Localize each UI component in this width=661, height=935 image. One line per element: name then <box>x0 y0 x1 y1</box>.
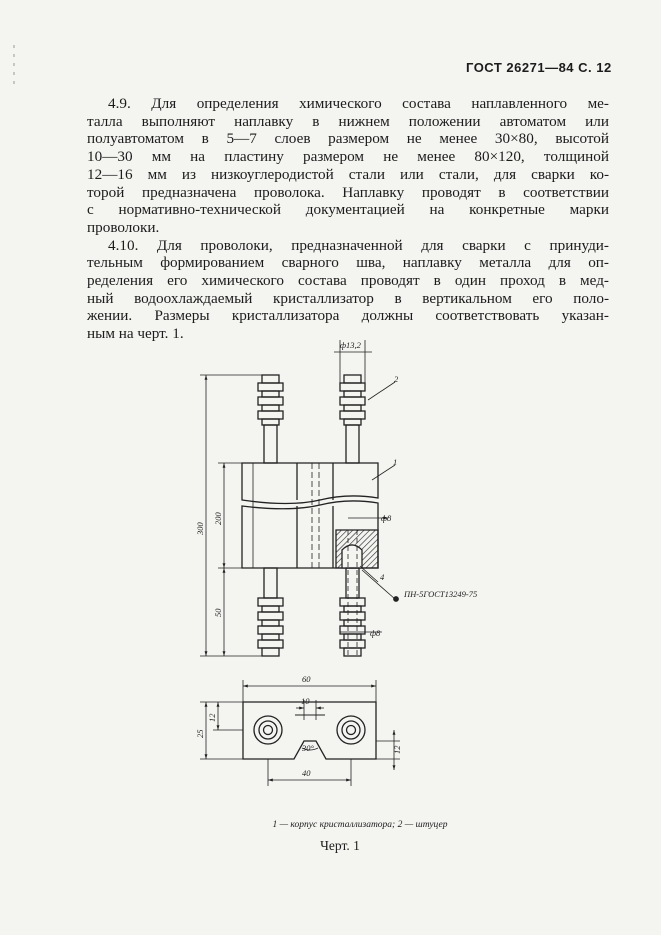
figure-caption: 1 — корпус кристаллизатора; 2 — штуцер <box>272 820 448 830</box>
text-line: ным на черт. 1. <box>87 325 184 343</box>
callout-1: 1 <box>393 457 398 467</box>
text-line: тельным формированием сварного шва, наплавку металла для оп- <box>87 254 609 272</box>
text-line: ный водоохлаждаемый кристаллизатор в вертикальном его поло- <box>87 289 609 307</box>
left-upper-fitting <box>258 375 283 463</box>
dim-label-200: 200 <box>213 512 223 525</box>
dim-label-phi-8-middle: ф8 <box>381 513 392 523</box>
dim-label-25: 25 <box>195 729 205 738</box>
dim-label-300: 300 <box>195 522 205 535</box>
text-line: 12—16 мм из низкоуглеродистой стали или стали, для сварки ко- <box>87 165 609 183</box>
dim-label-phi-8-bottom: ф8 <box>370 628 381 638</box>
crystallizer-front-view <box>242 375 378 656</box>
front-view-dimensions <box>200 340 399 656</box>
callout-2: 2 <box>394 374 399 384</box>
dim-label-40: 40 <box>302 768 311 778</box>
dim-label-30-deg: 30° <box>302 743 314 753</box>
top-view-dimensions <box>200 680 400 786</box>
text-line: 4.10. Для проволоки, предназначенной для сварки с принуди- <box>108 236 609 254</box>
callout-ref: ПН-5ГОСТ13249-75 <box>404 589 478 599</box>
dim-label-12-left: 12 <box>207 713 217 722</box>
figure-title: Черт. 1 <box>320 838 360 853</box>
text-line: ределения его химического состава проводят в один проход в мед- <box>87 272 609 290</box>
text-line: 10—30 мм на пластину размером не менее 80×120, толщиной <box>87 148 609 166</box>
dim-label-12-right: 12 <box>392 745 402 754</box>
left-lower-fitting <box>258 568 283 656</box>
crystallizer-body <box>242 463 378 568</box>
text-line: талла выполняют наплавку в нижнем положении автоматом или <box>87 112 609 130</box>
text-line: торой предназначена проволока. Наплавку проводят в соответствии <box>87 183 609 201</box>
dim-label-10: 10 <box>301 696 310 706</box>
text-line: жении. Размеры кристаллизатора должны соответствовать указан- <box>87 307 609 325</box>
dim-label-60: 60 <box>302 674 311 684</box>
right-upper-fitting <box>340 375 365 463</box>
dim-label-phi-13-2: ф13,2 <box>340 340 361 350</box>
dim-label-50: 50 <box>213 608 223 617</box>
text-line: 4.9. Для определения химического состава наплавленного ме- <box>108 95 609 112</box>
top-view-labels <box>195 674 402 778</box>
text-line: с нормативно-технической документацией на конкретные марки <box>87 201 609 219</box>
text-line: полуавтоматом в 5—7 слоев размером не менее 30×80, высотой <box>87 130 609 148</box>
page-header: ГОСТ 26271—84 С. 12 <box>466 60 612 75</box>
text-line: проволоки. <box>87 218 160 236</box>
callout-4: 4 <box>380 572 385 582</box>
front-view-labels <box>195 340 477 638</box>
